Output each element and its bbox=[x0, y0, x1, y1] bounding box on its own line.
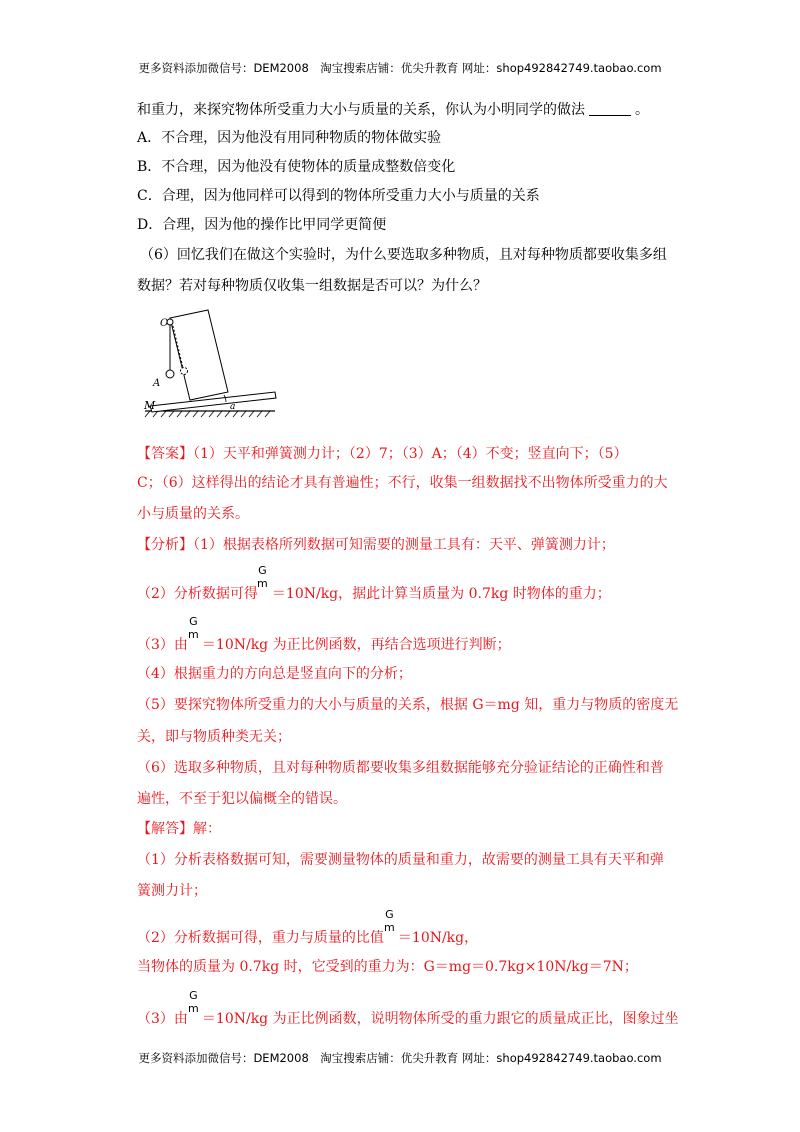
question-6-line1: （6）回忆我们在做这个实验时，为什么要选取多种物质，且对每种物质都要收集多组 bbox=[140, 247, 667, 263]
solution-title: 【解答】解： bbox=[137, 821, 221, 837]
solution-line3-post: ＝10N/kg， bbox=[397, 930, 479, 946]
analysis-line3-pre: （3）由 bbox=[137, 637, 188, 653]
answer-line2: C；（6）这样得出的结论才具有普遍性；不行，收集一组数据找不出物体所受重力的大 bbox=[137, 475, 668, 491]
solution-line3-pre: （2）分析数据可得，重力与质量的比值 bbox=[137, 930, 384, 946]
solution-line2: 簧测力计； bbox=[137, 883, 207, 899]
fraction-numerator: G bbox=[189, 989, 198, 1002]
analysis-line1: 【分析】（1）根据表格所列数据可知需要的测量工具有：天平、弹簧测力计； bbox=[137, 537, 615, 553]
analysis-line6: 关，即与物质种类无关； bbox=[137, 729, 291, 745]
page-footer: 更多资料添加微信号：DEM2008 淘宝搜索店铺：优尖升教育 网址：shop492842749.taobao.com bbox=[138, 1051, 662, 1065]
answer-blank bbox=[589, 101, 631, 116]
fraction-numerator: G bbox=[189, 615, 198, 628]
answer-line1: 【答案】（1）天平和弹簧测力计；（2）7；（3）A；（4）不变；竖直向下；（5） bbox=[137, 446, 628, 462]
analysis-line4: （4）根据重力的方向总是竖直向下的分析； bbox=[137, 666, 412, 682]
stem-text: 和重力，来探究物体所受重力大小与质量的关系，你认为小明同学的做法 bbox=[137, 102, 585, 118]
label-o: O bbox=[160, 318, 169, 329]
fraction-denominator: m bbox=[188, 628, 199, 641]
answer-line3: 小与质量的关系。 bbox=[137, 506, 249, 522]
fraction-denominator: m bbox=[188, 1002, 199, 1015]
option-a: A．不合理，因为他没有用同种物质的物体做实验 bbox=[137, 130, 442, 146]
experiment-figure bbox=[140, 308, 280, 423]
solution-line1: （1）分析表格数据可知，需要测量物体的质量和重力，故需要的测量工具有天平和弹 bbox=[137, 852, 664, 868]
solution-line4: 当物体的质量为 0.7kg 时，它受到的重力为：G＝mg＝0.7kg×10N/kg＝7N； bbox=[137, 959, 638, 975]
question-stem bbox=[137, 101, 649, 119]
solution-line5-pre: （3）由 bbox=[137, 1011, 188, 1027]
analysis-line2-post: ＝10N/kg，据此计算当质量为 0.7kg 时物体的重力； bbox=[271, 586, 611, 602]
fraction-denominator: m bbox=[257, 577, 268, 590]
analysis-line2 bbox=[137, 585, 611, 603]
question-6-line2: 数据？若对每种物质仅收集一组数据是否可以？为什么？ bbox=[137, 278, 487, 294]
label-m: M bbox=[144, 399, 156, 412]
fraction-denominator: m bbox=[384, 921, 395, 934]
fraction-g-over-m bbox=[188, 989, 199, 1015]
solution-line3 bbox=[137, 929, 478, 947]
solution-line5 bbox=[137, 1010, 679, 1028]
option-b: B．不合理，因为他没有使物体的质量成整数倍变化 bbox=[137, 159, 456, 175]
page-header: 更多资料添加微信号：DEM2008 淘宝搜索店铺：优尖升教育 网址：shop492842749.taobao.com bbox=[138, 61, 662, 75]
analysis-line2-pre: （2）分析数据可得 bbox=[137, 586, 258, 602]
fraction-numerator: G bbox=[258, 564, 267, 577]
fraction-g-over-m bbox=[257, 564, 268, 590]
fraction-g-over-m bbox=[384, 908, 395, 934]
analysis-line3-post: ＝10N/kg 为正比例函数，再结合选项进行判断； bbox=[201, 637, 511, 653]
label-alpha: a bbox=[230, 402, 236, 412]
fraction-g-over-m bbox=[188, 615, 199, 641]
analysis-line8: 遍性，不至于犯以偏概全的错误。 bbox=[137, 791, 347, 807]
label-a: A bbox=[153, 378, 161, 389]
fraction-numerator: G bbox=[385, 908, 394, 921]
analysis-line5: （5）要探究物体所受重力的大小与质量的关系，根据 G＝mg 知，重力与物质的密度无 bbox=[137, 697, 679, 713]
solution-line5-post: ＝10N/kg 为正比例函数，说明物体所受的重力跟它的质量成正比，图象过坐 bbox=[201, 1011, 679, 1027]
option-d: D．合理，因为他的操作比甲同学更简便 bbox=[137, 217, 387, 233]
stem-end: 。 bbox=[635, 102, 649, 118]
analysis-line7: （6）选取多种物质，且对每种物质都要收集多组数据能够充分验证结论的正确性和普 bbox=[137, 760, 664, 776]
option-c: C．合理，因为他同样可以得到的物体所受重力大小与质量的关系 bbox=[137, 188, 540, 204]
